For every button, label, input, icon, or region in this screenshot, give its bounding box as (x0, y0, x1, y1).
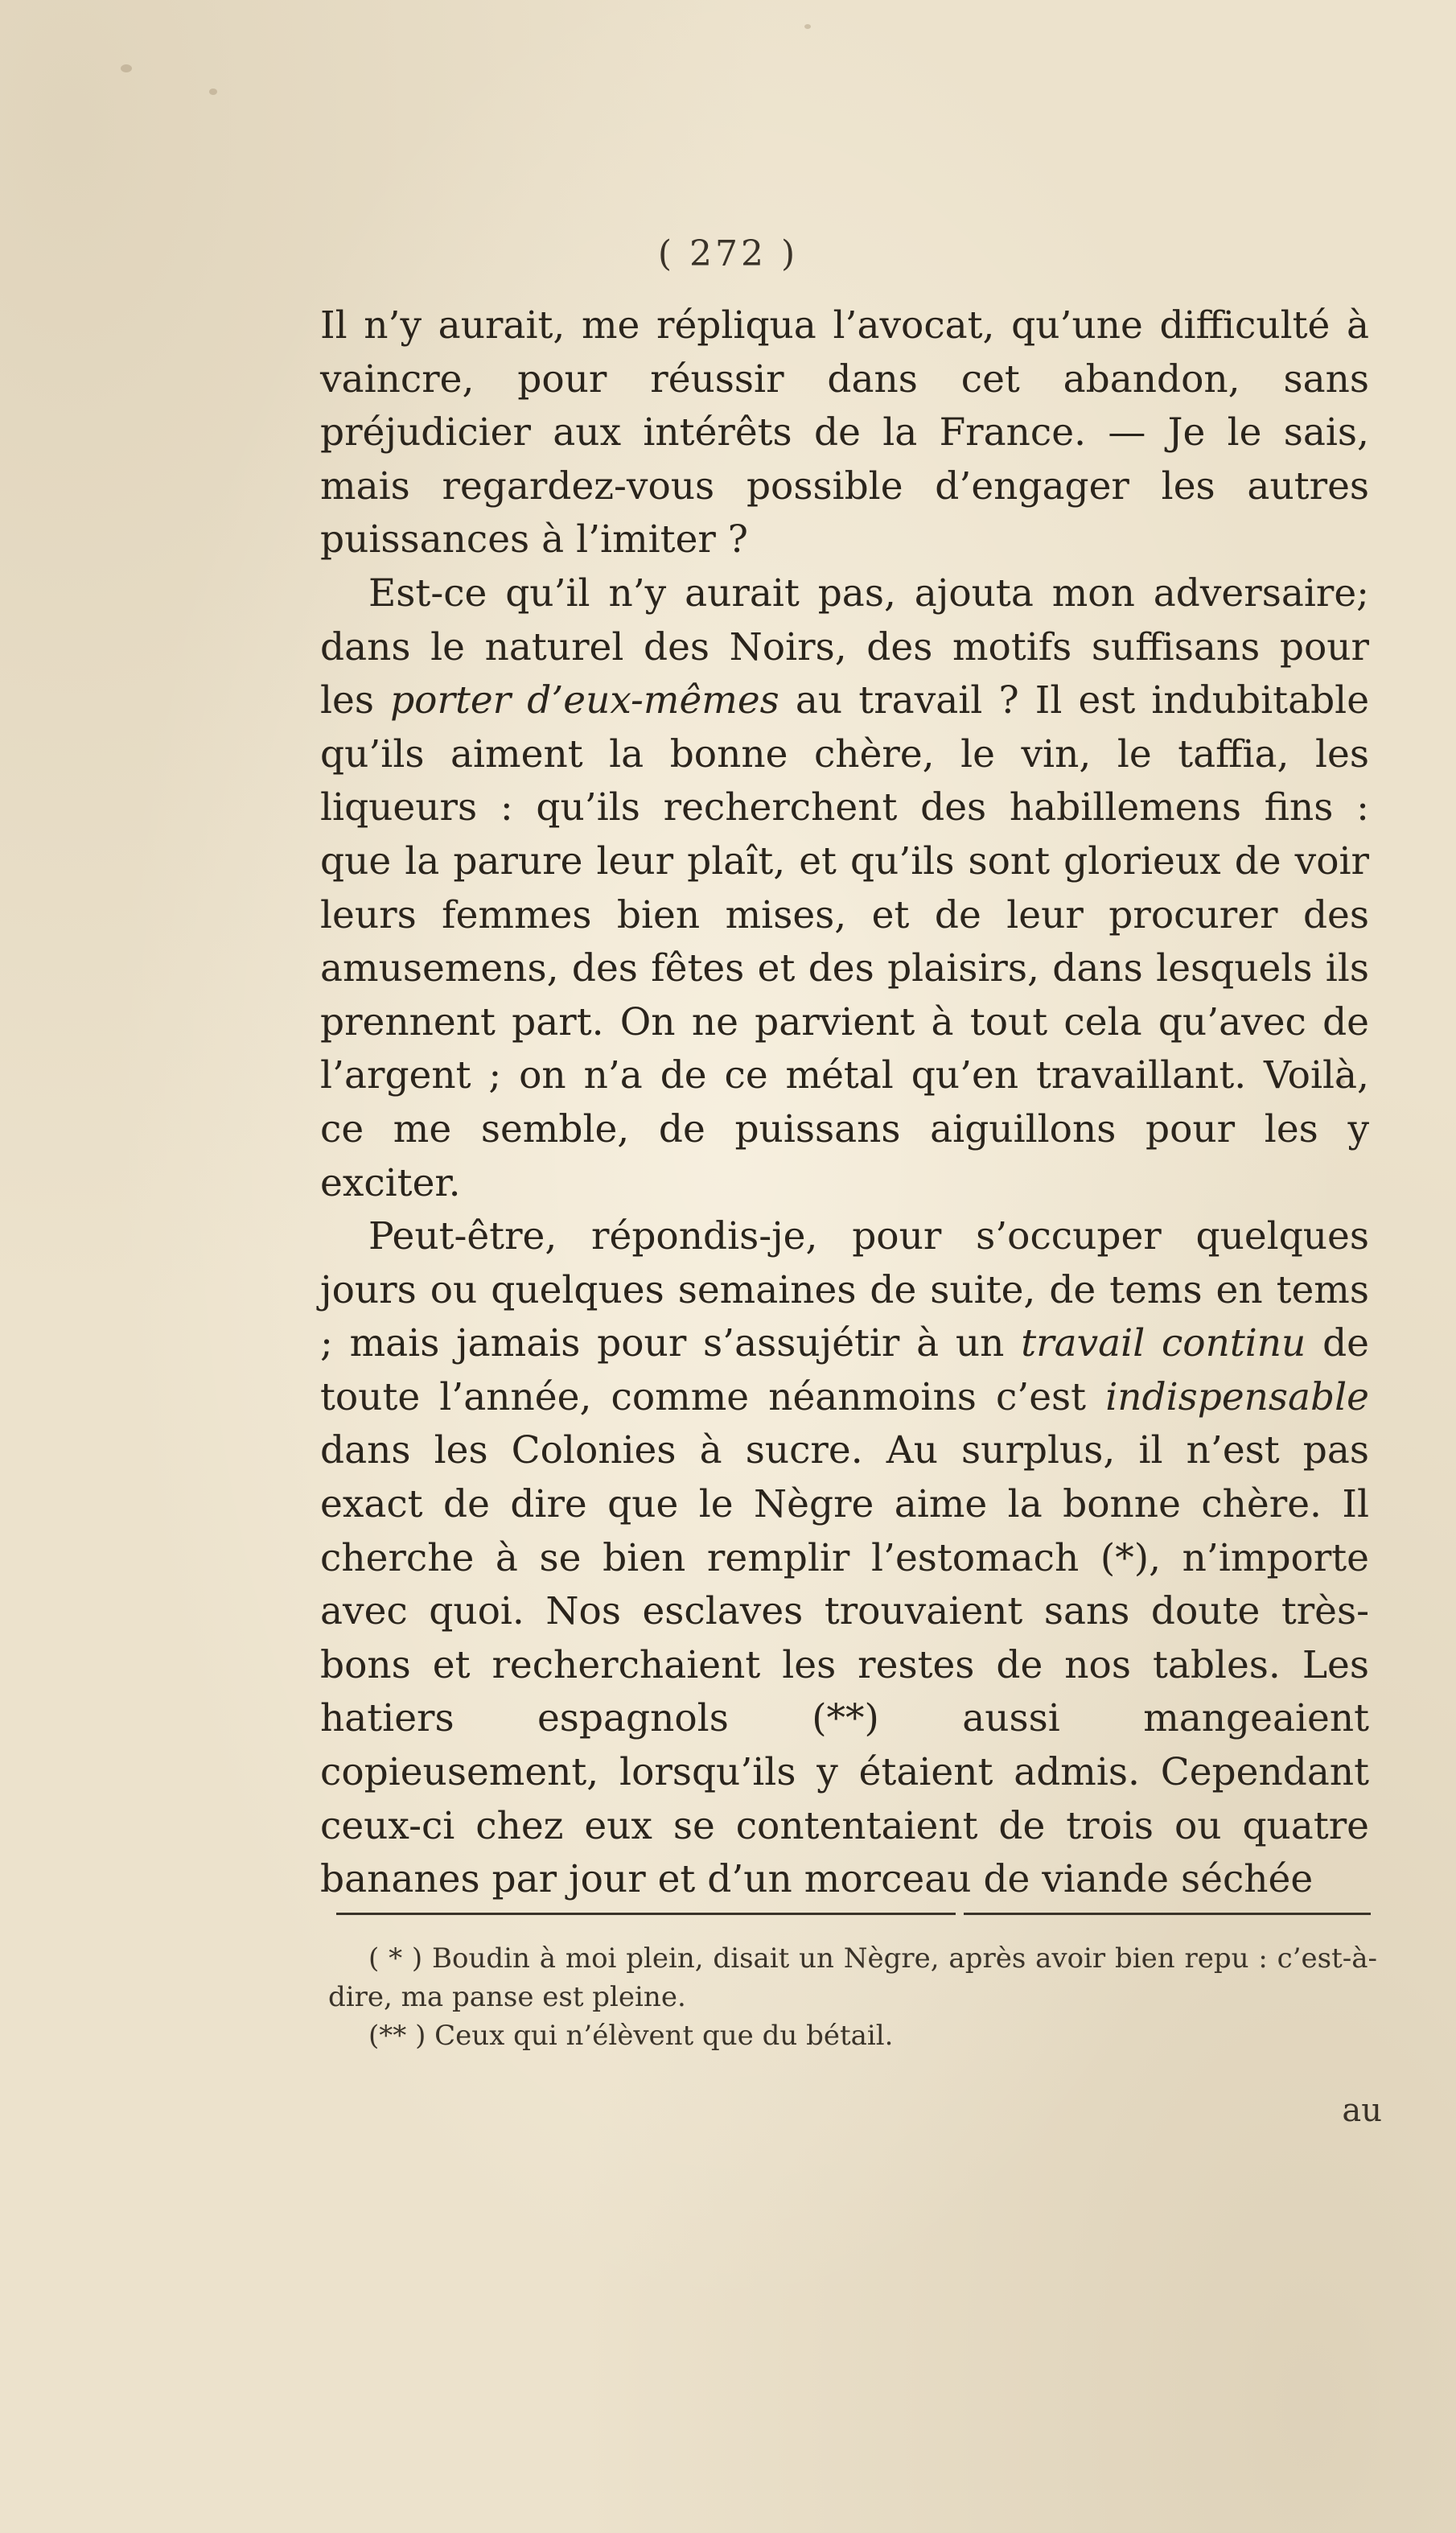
page-number: ( 272 ) (657, 233, 799, 274)
text-run: de toute l’année, comme néanmoins c’est (320, 1321, 1369, 1419)
footnotes (328, 1939, 1377, 2055)
text-run: Il n’y aurait, me répliqua l’avocat, qu’une difficulté à vaincre, pour réussir dans cet abandon, sans préjudicier aux intérêts de la France. — Je le sais, mais regardez-vous possible d’engager les autres puissances à l’imiter ? (320, 303, 1369, 562)
main-text (320, 299, 1369, 1907)
page-stain (121, 64, 132, 72)
paragraph (320, 299, 1369, 567)
paragraph (320, 1210, 1369, 1907)
catchword: au (1342, 2092, 1382, 2129)
italic-text-run: travail continu (1021, 1321, 1306, 1366)
italic-text-run: indispensable (1105, 1374, 1369, 1419)
page-stain (804, 24, 811, 29)
paragraph (320, 567, 1369, 1210)
text-run: Est-ce qu’il n’y aurait pas, ajouta mon adversaire; dans le naturel des Noirs, des motifs suffisans pour les (320, 570, 1369, 723)
footnote: ( * ) Boudin à moi plein, disait un Nègre, après avoir bien repu : c’est-à-dire, ma panse est pleine. (328, 1942, 1377, 2013)
footnote-divider (964, 1913, 1371, 1915)
footnote-divider (336, 1913, 956, 1915)
footnote: (** ) Ceux qui n’élèvent que du bétail. (368, 2020, 894, 2052)
text-run: au travail ? Il est indubitable qu’ils aiment la bonne chère, le vin, le taffia, les liqueurs : qu’ils recherchent des habillemens fins : que la parure leur plaît, et qu’ils sont glorieux de voir leurs femmes bien mises, et de leur procurer des amusemens, des fêtes et des plaisirs, dans lesquels ils prennent part. On ne parvient à tout cela qu’avec de l’argent ; on n’a de ce métal qu’en travaillant. Voilà, ce me semble, de puissans aiguillons pour les y exciter. (320, 678, 1370, 1205)
page-stain (209, 89, 217, 95)
text-run: dans les Colonies à sucre. Au surplus, il n’est pas exact de dire que le Nègre aime la bonne chère. Il cherche à se bien remplir l’estomach (*), n’importe avec quoi. Nos esclaves trouvaient sans doute très-bons et recherchaient les restes de nos tables. Les hatiers espagnols (**) aussi mangeaient copieusement, lorsqu’ils y étaient admis. Cependant ceux-ci chez eux se contentaient de trois ou quatre bananes par jour et d’un morceau de viande séchée (320, 1428, 1369, 1902)
text-run: Peut-être, répondis-je, pour s’occuper quelques jours ou quelques semaines de suite, de tems en tems ; mais jamais pour s’assujétir à un (320, 1214, 1369, 1366)
italic-text-run: porter d’eux-mêmes (390, 678, 779, 723)
